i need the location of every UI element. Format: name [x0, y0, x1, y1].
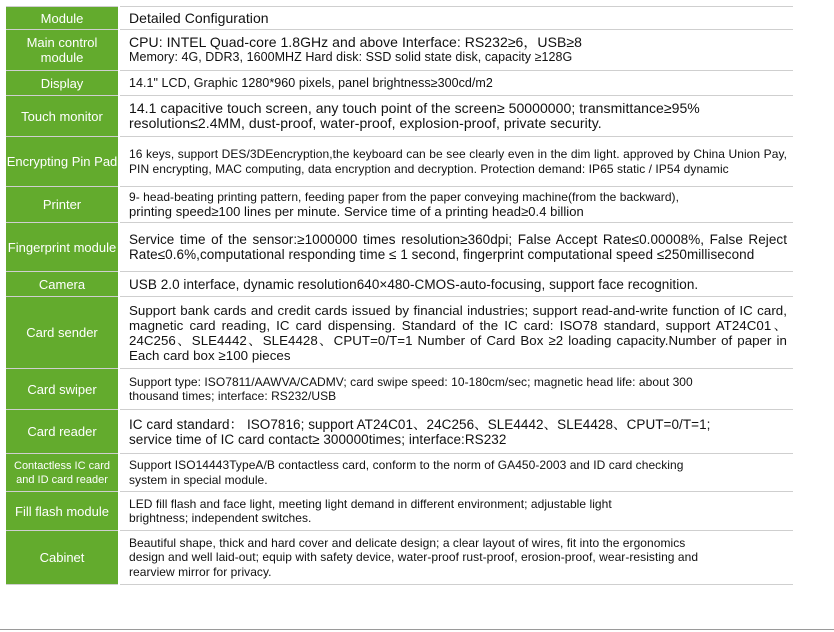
- table-header-row: [6, 7, 793, 30]
- module-label: Card sender: [26, 325, 98, 340]
- config-line: printing speed≥100 lines per minute. Service time of a printing head≥0.4 billion: [129, 203, 584, 219]
- module-label: Pin Pad: [71, 154, 118, 169]
- module-label: Card reader: [27, 424, 97, 439]
- config-line: resolution≤2.4MM, dust-proof, water-proof, explosion-proof, private security.: [129, 115, 602, 131]
- config-cell: [119, 71, 793, 96]
- config-line: LED fill flash and face light, meeting light demand in different environment; adjustable light: [129, 496, 612, 511]
- module-label: Contactless IC card: [14, 459, 110, 472]
- config-line: Beautiful shape, thick and hard cover and delicate design; a clear layout of wires, fit into the ergonomics: [129, 535, 686, 550]
- config-line: 9- head-beating printing pattern, feeding paper from the paper conveying machine(from the backward),: [129, 190, 679, 204]
- config-cell: [119, 187, 793, 223]
- table-row: [6, 369, 793, 410]
- config-cell: [119, 531, 793, 585]
- config-line: thousand times; interface: RS232/USB: [129, 389, 337, 403]
- config-cell: [119, 369, 793, 410]
- table-row: [6, 531, 793, 585]
- module-label: Encrypting: [6, 154, 69, 169]
- module-label: Printer: [42, 197, 82, 212]
- config-cell: [119, 410, 793, 454]
- table-row: [6, 410, 793, 454]
- table-row: [6, 492, 793, 531]
- module-label: Main control: [26, 35, 98, 50]
- config-line: Support type: ISO7811/AAWVA/CADMV; card swipe speed: 10-180cm/sec; magnetic head life: about 300: [129, 374, 693, 389]
- table-row: [6, 272, 793, 297]
- config-cell: [119, 30, 793, 71]
- table-row: [6, 223, 793, 272]
- config-line: rearview mirror for privacy.: [129, 564, 272, 579]
- module-cell: [6, 297, 119, 369]
- config-cell: [119, 454, 793, 492]
- config-cell: [119, 492, 793, 531]
- module-cell: [6, 492, 119, 531]
- module-cell: [6, 30, 119, 71]
- config-line: design and well laid-out; equip with safety device, water-proof rust-proof, erosion-proof, wear-resisting and: [129, 550, 699, 565]
- table-row: [6, 137, 793, 187]
- table-row: [6, 297, 793, 369]
- module-cell: [6, 454, 119, 492]
- config-line: 14.1" LCD, Graphic 1280*960 pixels, panel brightness≥300cd/m2: [129, 75, 493, 90]
- module-cell: [6, 531, 119, 585]
- config-line: Memory: 4G, DDR3, 1600MHZ Hard disk: SSD solid state disk, capacity ≥128G: [129, 50, 573, 64]
- header-config: [119, 7, 793, 30]
- spec-table: [6, 6, 793, 585]
- module-label: Camera: [38, 276, 86, 292]
- config-text: Support bank cards and credit cards issued by financial industries; support read-and-write function of IC card, magnetic card reading, IC card dispensing. Standard of the IC card: ISO78 standard, support AT24C01、24C256、SLE4442、SLE4428、CPUT=0/T=1 Number of Card Box ≥2 loading capacity.Number of paper in Each card box ≥100 pieces: [129, 302, 787, 363]
- config-text: Service time of the sensor:≥1000000 times resolution≥360dpi; False Accept Rate≤0.00008%, False Reject Rate≤0.6%,computational responding time ≤ 1 second, fingerprint computational speed ≤250millisecond: [129, 232, 787, 262]
- bottom-divider: [0, 629, 834, 630]
- table-row: [6, 187, 793, 223]
- module-label: Cabinet: [39, 550, 85, 565]
- config-line: 14.1 capacitive touch screen, any touch point of the screen≥ 50000000; transmittance≥95%: [129, 100, 700, 116]
- config-text: 16 keys, support DES/3DEencryption,the keyboard can be see clearly even in the dim light. approved by China Union Pay, PIN encrypting, MAC computing, data encryption and decryption. Protection demand: IP65 static / IP54 dynamic: [129, 147, 787, 176]
- module-cell: [6, 137, 119, 187]
- module-cell: [6, 272, 119, 297]
- module-cell: [6, 369, 119, 410]
- module-label: Display: [40, 75, 84, 91]
- module-cell: [6, 223, 119, 272]
- config-line: brightness; independent switches.: [129, 511, 312, 525]
- module-label: and ID card reader: [16, 473, 108, 486]
- table-row: [6, 71, 793, 96]
- config-line: Support ISO14443TypeA/B contactless card, conform to the norm of GA450-2003 and ID card checking: [129, 458, 684, 472]
- config-cell: [119, 137, 793, 187]
- config-cell: [119, 272, 793, 297]
- table-row: [6, 96, 793, 137]
- module-cell: [6, 96, 119, 137]
- module-label: Card swiper: [27, 381, 97, 397]
- config-line: IC card standard： ISO7816; support AT24C01、24C256、SLE4442、SLE4428、CPUT=0/T=1;: [129, 416, 711, 432]
- config-line: USB 2.0 interface, dynamic resolution640×480-CMOS-auto-focusing, support face recognition.: [129, 276, 699, 292]
- header-module-label: Module: [40, 10, 84, 26]
- module-label: module: [73, 239, 117, 255]
- config-cell: [119, 297, 793, 369]
- module-label: module: [40, 50, 84, 65]
- config-line: service time of IC card contact≥ 300000times; interface:RS232: [129, 431, 507, 447]
- header-config-label: Detailed Configuration: [129, 9, 269, 26]
- table-row: [6, 30, 793, 71]
- module-label: Fingerprint: [7, 239, 70, 255]
- module-label: Touch monitor: [21, 108, 103, 124]
- table-row: [6, 454, 793, 492]
- module-label: Fill flash module: [15, 503, 109, 519]
- module-cell: [6, 410, 119, 454]
- config-line: CPU: INTEL Quad-core 1.8GHz and above Interface: RS232≥6，USB≥8: [129, 34, 582, 50]
- header-module: [6, 7, 119, 30]
- module-cell: [6, 187, 119, 223]
- module-cell: [6, 71, 119, 96]
- config-cell: [119, 223, 793, 272]
- config-line: system in special module.: [129, 472, 268, 487]
- config-cell: [119, 96, 793, 137]
